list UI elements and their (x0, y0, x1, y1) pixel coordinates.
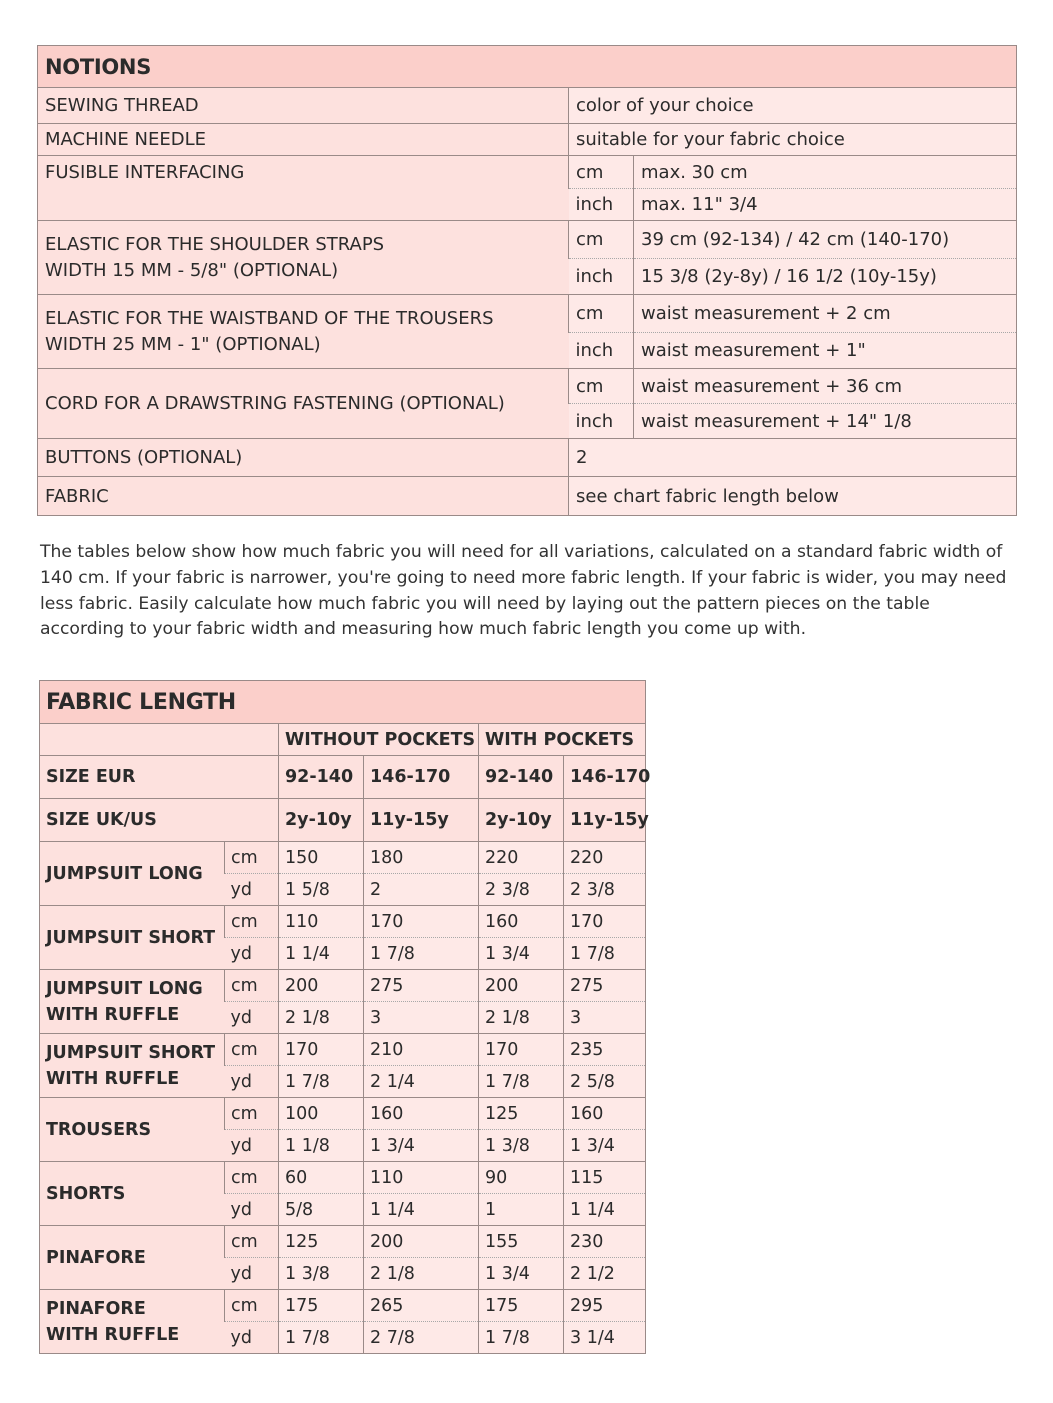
notions-table (37, 45, 1017, 516)
unit-label: yd (225, 1258, 279, 1290)
notions-row (38, 156, 1017, 189)
fabric-cm-value: 220 (479, 842, 564, 874)
fabric-row-cm (40, 1162, 646, 1194)
fabric-cm-value: 110 (364, 1162, 479, 1194)
notions-value: 39 cm (92-134) / 42 cm (140-170) (634, 221, 1017, 259)
fabric-cm-value: 275 (564, 970, 646, 1002)
label-line: WIDTH 25 MM - 1" (OPTIONAL) (45, 333, 321, 355)
notions-row (38, 221, 1017, 259)
empty-header-cell (40, 724, 279, 756)
fabric-yd-value: 2 1/8 (364, 1258, 479, 1290)
fabric-row-cm (40, 1226, 646, 1258)
fabric-yd-value: 1 3/4 (479, 938, 564, 970)
unit-label: cm (225, 1290, 279, 1322)
notions-value: 15 3/8 (2y-8y) / 16 1/2 (10y-15y) (634, 259, 1017, 295)
fabric-cm-value: 210 (364, 1034, 479, 1066)
fabric-row-cm (40, 842, 646, 874)
fabric-cm-value: 200 (364, 1226, 479, 1258)
fabric-yd-value: 2 7/8 (364, 1322, 479, 1354)
fabric-rows (40, 842, 646, 1354)
notions-label (38, 221, 569, 295)
size-ukus-row (40, 799, 646, 842)
notions-label: FABRIC (38, 477, 569, 516)
fabric-yd-value: 1 7/8 (479, 1066, 564, 1098)
unit-label: inch (569, 404, 634, 439)
fabric-cm-value: 295 (564, 1290, 646, 1322)
fabric-yd-value: 1 7/8 (479, 1322, 564, 1354)
label-line: WIDTH 15 MM - 5/8" (OPTIONAL) (45, 259, 339, 281)
notions-value: max. 11" 3/4 (634, 189, 1017, 221)
fabric-yd-value: 1 3/4 (479, 1258, 564, 1290)
fabric-cm-value: 235 (564, 1034, 646, 1066)
fabric-cm-value: 200 (479, 970, 564, 1002)
fabric-yd-value: 2 5/8 (564, 1066, 646, 1098)
unit-label: cm (225, 842, 279, 874)
fabric-length-title: FABRIC LENGTH (40, 681, 646, 724)
fabric-row-cm (40, 906, 646, 938)
label-line: JUMPSUIT SHORT (46, 927, 216, 948)
fabric-cm-value: 275 (364, 970, 479, 1002)
unit-label: yd (225, 874, 279, 906)
fabric-cm-value: 170 (364, 906, 479, 938)
fabric-yd-value: 1 3/8 (479, 1130, 564, 1162)
fabric-yd-value: 1 7/8 (564, 938, 646, 970)
size-value: 11y-15y (364, 799, 479, 842)
label-line: JUMPSUIT LONG (46, 863, 203, 884)
unit-label: cm (569, 369, 634, 404)
fabric-row-cm (40, 1290, 646, 1322)
label-line: TROUSERS (46, 1119, 152, 1140)
fabric-cm-value: 160 (364, 1098, 479, 1130)
unit-label: yd (225, 1322, 279, 1354)
label-line: PINAFORE (46, 1247, 146, 1268)
size-eur-label: SIZE EUR (40, 756, 279, 799)
notions-value: waist measurement + 36 cm (634, 369, 1017, 404)
fabric-cm-value: 170 (479, 1034, 564, 1066)
fabric-yd-value: 3 (564, 1002, 646, 1034)
unit-label: inch (569, 259, 634, 295)
fabric-yd-value: 2 1/8 (279, 1002, 364, 1034)
label-line: WITH RUFFLE (46, 1004, 180, 1025)
notions-title: NOTIONS (38, 46, 1017, 88)
garment-label (40, 1162, 225, 1226)
fabric-cm-value: 155 (479, 1226, 564, 1258)
fabric-row-cm (40, 1034, 646, 1066)
fabric-title-row (40, 681, 646, 724)
size-value: 2y-10y (479, 799, 564, 842)
notions-label: MACHINE NEEDLE (38, 124, 569, 156)
unit-label: cm (569, 156, 634, 189)
fabric-yd-value: 3 (364, 1002, 479, 1034)
garment-label (40, 1034, 225, 1098)
label-line: ELASTIC FOR THE WAISTBAND OF THE TROUSERS (45, 307, 494, 329)
notions-row (38, 369, 1017, 404)
fabric-cm-value: 90 (479, 1162, 564, 1194)
size-value: 92-140 (279, 756, 364, 799)
unit-label: yd (225, 1002, 279, 1034)
fabric-yd-value: 1 7/8 (279, 1322, 364, 1354)
unit-label: cm (225, 970, 279, 1002)
fabric-yd-value: 2 1/8 (479, 1002, 564, 1034)
notions-label: FUSIBLE INTERFACING (38, 156, 569, 221)
fabric-cm-value: 60 (279, 1162, 364, 1194)
notions-title-row (38, 46, 1017, 88)
fabric-yd-value: 1 3/4 (564, 1130, 646, 1162)
fabric-cm-value: 175 (279, 1290, 364, 1322)
garment-label (40, 842, 225, 906)
label-line: PINAFORE (46, 1298, 146, 1319)
intro-paragraph: The tables below show how much fabric you will need for all variations, calculated on a standard fabric width of 140 cm. If your fabric is narrower, you're going to need more fabric length. If your fabric is wider, you may need less fabric. Easily calculate how much fabric you will need by laying out the pattern pieces on the table according to your fabric width and measuring how much fabric length you come up with. (40, 542, 1007, 640)
unit-label: cm (569, 221, 634, 259)
fabric-yd-value: 3 1/4 (564, 1322, 646, 1354)
fabric-yd-value: 2 3/8 (564, 874, 646, 906)
unit-label: cm (225, 906, 279, 938)
size-value: 146-170 (564, 756, 646, 799)
fabric-cm-value: 230 (564, 1226, 646, 1258)
label-line: ELASTIC FOR THE SHOULDER STRAPS (45, 233, 385, 255)
fabric-cm-value: 175 (479, 1290, 564, 1322)
notions-value: waist measurement + 1" (634, 333, 1017, 369)
garment-label (40, 906, 225, 970)
notions-value: waist measurement + 2 cm (634, 295, 1017, 333)
size-value: 92-140 (479, 756, 564, 799)
fabric-yd-value: 2 1/2 (564, 1258, 646, 1290)
label-line: WITH RUFFLE (46, 1324, 180, 1345)
fabric-cm-value: 150 (279, 842, 364, 874)
fabric-row-cm (40, 970, 646, 1002)
unit-label: cm (225, 1226, 279, 1258)
garment-label (40, 1290, 225, 1354)
label-line: WITH RUFFLE (46, 1068, 180, 1089)
fabric-yd-value: 1 1/4 (564, 1194, 646, 1226)
garment-label (40, 1098, 225, 1162)
unit-label: yd (225, 1194, 279, 1226)
label-line: JUMPSUIT SHORT (46, 1042, 216, 1063)
fabric-cm-value: 265 (364, 1290, 479, 1322)
unit-label: yd (225, 1130, 279, 1162)
notions-row (38, 477, 1017, 516)
fabric-cm-value: 170 (564, 906, 646, 938)
notions-value: waist measurement + 14" 1/8 (634, 404, 1017, 439)
fabric-cm-value: 220 (564, 842, 646, 874)
notions-value: suitable for your fabric choice (569, 124, 1017, 156)
notions-row (38, 295, 1017, 333)
unit-label: yd (225, 938, 279, 970)
unit-label: inch (569, 333, 634, 369)
garment-label (40, 1226, 225, 1290)
fabric-cm-value: 125 (279, 1226, 364, 1258)
unit-label: inch (569, 189, 634, 221)
unit-label: cm (225, 1034, 279, 1066)
fabric-yd-value: 1 5/8 (279, 874, 364, 906)
unit-label: yd (225, 1066, 279, 1098)
fabric-cm-value: 200 (279, 970, 364, 1002)
notions-value: 2 (569, 439, 1017, 477)
notions-label: BUTTONS (OPTIONAL) (38, 439, 569, 477)
notions-row (38, 124, 1017, 156)
fabric-yd-value: 1 (479, 1194, 564, 1226)
fabric-yd-value: 2 (364, 874, 479, 906)
fabric-cm-value: 125 (479, 1098, 564, 1130)
size-ukus-label: SIZE UK/US (40, 799, 279, 842)
fabric-cm-value: 180 (364, 842, 479, 874)
notions-value: max. 30 cm (634, 156, 1017, 189)
notions-value: see chart fabric length below (569, 477, 1017, 516)
size-value: 11y-15y (564, 799, 646, 842)
fabric-cm-value: 110 (279, 906, 364, 938)
fabric-yd-value: 2 1/4 (364, 1066, 479, 1098)
fabric-yd-value: 1 3/8 (279, 1258, 364, 1290)
without-pockets-header: WITHOUT POCKETS (279, 724, 479, 756)
notions-row (38, 439, 1017, 477)
fabric-yd-value: 1 7/8 (279, 1066, 364, 1098)
label-line: SHORTS (46, 1183, 126, 1204)
fabric-yd-value: 1 3/4 (364, 1130, 479, 1162)
size-value: 146-170 (364, 756, 479, 799)
fabric-yd-value: 1 1/8 (279, 1130, 364, 1162)
notions-value: color of your choice (569, 88, 1017, 124)
fabric-cm-value: 115 (564, 1162, 646, 1194)
fabric-length-table (39, 680, 651, 1354)
fabric-cm-value: 100 (279, 1098, 364, 1130)
with-pockets-header: WITH POCKETS (479, 724, 646, 756)
fabric-yd-value: 1 1/4 (364, 1194, 479, 1226)
size-eur-row (40, 756, 646, 799)
garment-label (40, 970, 225, 1034)
fabric-yd-value: 2 3/8 (479, 874, 564, 906)
fabric-yd-value: 1 1/4 (279, 938, 364, 970)
pockets-header-row (40, 724, 646, 756)
fabric-cm-value: 160 (564, 1098, 646, 1130)
unit-label: cm (225, 1098, 279, 1130)
fabric-yd-value: 5/8 (279, 1194, 364, 1226)
notions-label (38, 295, 569, 369)
unit-label: cm (569, 295, 634, 333)
fabric-cm-value: 160 (479, 906, 564, 938)
notions-label: SEWING THREAD (38, 88, 569, 124)
fabric-row-cm (40, 1098, 646, 1130)
label-line: JUMPSUIT LONG (46, 978, 203, 999)
notions-label: CORD FOR A DRAWSTRING FASTENING (OPTIONAL) (38, 369, 569, 439)
fabric-yd-value: 1 7/8 (364, 938, 479, 970)
fabric-cm-value: 170 (279, 1034, 364, 1066)
unit-label: cm (225, 1162, 279, 1194)
notions-row (38, 88, 1017, 124)
size-value: 2y-10y (279, 799, 364, 842)
